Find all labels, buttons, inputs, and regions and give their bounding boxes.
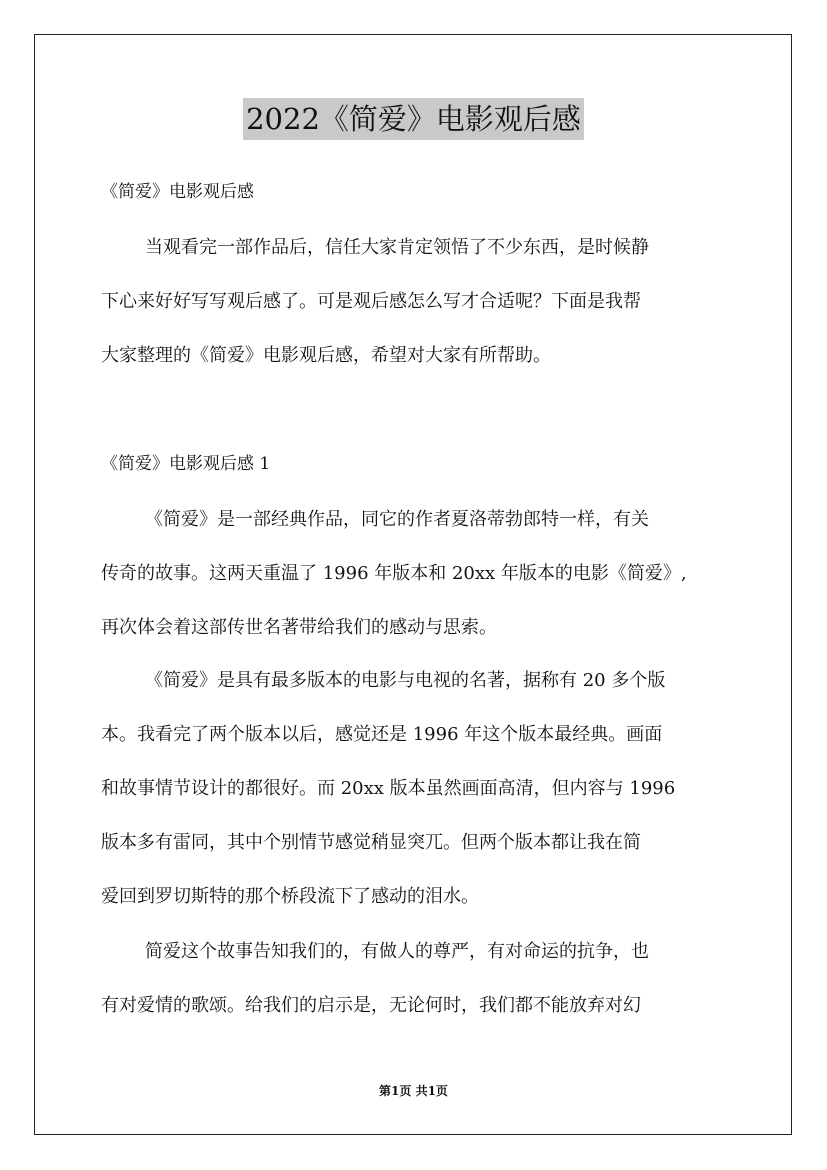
p2-line-3: 和故事情节设计的都很好。而 20xx 版本虽然画面高清，但内容与 1996 — [101, 778, 676, 799]
document-title: 2022《简爱》电影观后感 — [243, 98, 584, 140]
document-subtitle: 《简爱》电影观后感 — [101, 182, 254, 202]
intro-line-1: 当观看完一部作品后，信任大家肯定领悟了不少东西，是时候静 — [145, 237, 649, 258]
page-number: 第1页 共1页 — [379, 1084, 448, 1098]
intro-line-2: 下心来好好写写观后感了。可是观后感怎么写才合适呢？下面是我帮 — [101, 291, 641, 312]
section-heading: 《简爱》电影观后感 1 — [101, 454, 271, 474]
p2-line-1: 《简爱》是具有最多版本的电影与电视的名著，据称有 20 多个版 — [145, 670, 666, 691]
p2-line-5: 爱回到罗切斯特的那个桥段流下了感动的泪水。 — [101, 886, 479, 907]
p1-line-3: 再次体会着这部传世名著带给我们的感动与思索。 — [101, 617, 497, 638]
title-container — [0, 98, 827, 140]
p1-line-1: 《简爱》是一部经典作品，同它的作者夏洛蒂勃郎特一样，有关 — [145, 509, 649, 530]
p2-line-2: 本。我看完了两个版本以后，感觉还是 1996 年这个版本最经典。画面 — [101, 724, 663, 745]
p3-line-1: 简爱这个故事告知我们的，有做人的尊严，有对命运的抗争，也 — [145, 941, 649, 962]
p2-line-4: 版本多有雷同，其中个别情节感觉稍显突兀。但两个版本都让我在简 — [101, 832, 641, 853]
p3-line-2: 有对爱情的歌颂。给我们的启示是，无论何时，我们都不能放弃对幻 — [101, 995, 641, 1016]
intro-line-3: 大家整理的《简爱》电影观后感，希望对大家有所帮助。 — [101, 345, 551, 366]
p1-line-2: 传奇的故事。这两天重温了 1996 年版本和 20xx 年版本的电影《简爱》, — [101, 563, 687, 584]
